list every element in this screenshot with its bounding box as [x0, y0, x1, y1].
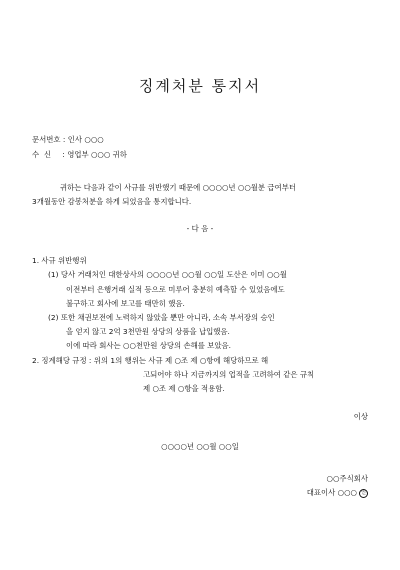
item1-line-1: (1) 당사 거래처인 대한상사의 ○○○○년 ○○월 ○○일 도산은 이미 ○○월: [48, 270, 287, 279]
colon: :: [62, 150, 68, 159]
item1-line-2: 이전부터 은행거래 실적 등으로 미루어 충분히 예측할 수 있었음에도: [66, 285, 285, 294]
item2-line-3: 이에 따라 회사는 ○○천만원 상당의 손해를 보았음.: [66, 341, 231, 350]
section2-line-2: 고되어야 하나 지금까지의 업적을 고려하여 같은 규칙: [143, 370, 315, 379]
separator-heading: - 다 음 -: [186, 224, 214, 233]
intro-line-2: 3개월동안 감봉처분을 하게 되었음을 통지합니다.: [32, 197, 192, 206]
document-title: 징계처분 통지서: [138, 77, 262, 95]
item2-line-1: (2) 또한 채권보전에 노력하지 않았을 뿐만 아니라, 소속 부서장의 승인: [48, 313, 275, 322]
item2-line-2: 을 얻지 않고 2억 3천만원 상당의 상품을 납입했음.: [66, 327, 230, 336]
document-date: ○○○○년 ○○월 ○○일: [161, 442, 239, 451]
section2-heading: 2. 징계해당 규정 : 위의 1의 행위는 사규 제 ○조 제 ○항에 해당하므로 해: [32, 356, 269, 365]
item1-line-3: 불구하고 회사에 보고를 태만히 했음.: [66, 299, 185, 308]
recipient-label: 수 신: [32, 150, 51, 159]
doc-number-label: 문서번호: [32, 135, 61, 144]
company-name: ○○주식회사: [326, 474, 368, 483]
recipient-value: 영업부 ○○○ 귀하: [67, 150, 127, 159]
seal-icon: 인: [359, 489, 368, 498]
representative-name: 대표이사 ○○○: [306, 488, 357, 497]
section1-heading: 1. 사규 위반행위: [32, 256, 87, 265]
closing-text: 이상: [353, 412, 368, 421]
recipient-row: [32, 150, 127, 160]
doc-number-row: [32, 135, 104, 145]
doc-number-value: 인사 ○○○: [67, 135, 104, 144]
representative-row: [230, 488, 368, 498]
intro-line-1: 귀하는 다음과 같이 사규를 위반했기 때문에 ○○○○년 ○○월분 급여부터: [60, 183, 296, 192]
colon: :: [62, 135, 68, 144]
section2-line-3: 제 ○조 제 ○항을 적용함.: [143, 384, 225, 393]
